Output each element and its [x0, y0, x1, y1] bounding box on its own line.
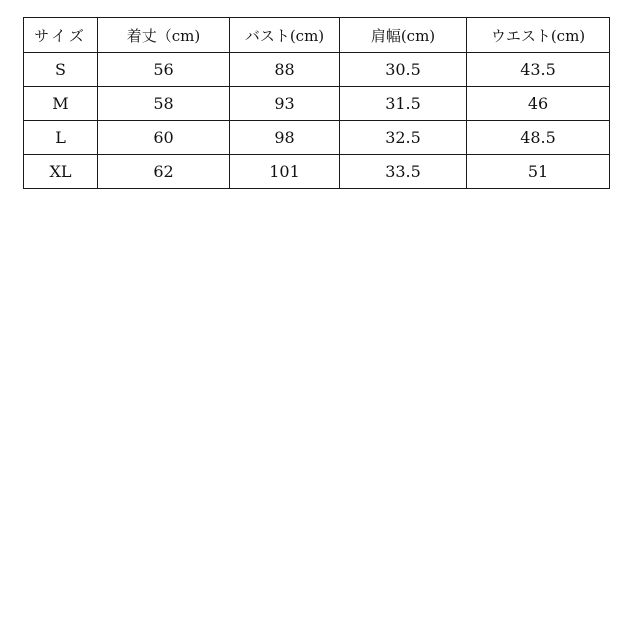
cell-bust: 101: [230, 155, 340, 189]
cell-waist: 48.5: [467, 121, 610, 155]
cell-shoulder-width: 33.5: [340, 155, 467, 189]
cell-size: S: [24, 53, 98, 87]
cell-bust: 88: [230, 53, 340, 87]
header-shoulder-width: 肩幅(cm): [340, 18, 467, 53]
table-row: [24, 53, 610, 87]
cell-shoulder-width: 30.5: [340, 53, 467, 87]
header-waist: ウエスト(cm): [467, 18, 610, 53]
header-size: サイズ: [24, 18, 98, 53]
cell-bust: 98: [230, 121, 340, 155]
cell-size: M: [24, 87, 98, 121]
table-row: [24, 87, 610, 121]
cell-waist: 51: [467, 155, 610, 189]
cell-waist: 46: [467, 87, 610, 121]
cell-bust: 93: [230, 87, 340, 121]
cell-shoulder-width: 31.5: [340, 87, 467, 121]
header-bust: バスト(cm): [230, 18, 340, 53]
cell-size: L: [24, 121, 98, 155]
table-header-row: [24, 18, 610, 53]
cell-length: 62: [98, 155, 230, 189]
header-length: 着丈（cm): [98, 18, 230, 53]
cell-shoulder-width: 32.5: [340, 121, 467, 155]
cell-length: 56: [98, 53, 230, 87]
cell-length: 58: [98, 87, 230, 121]
cell-size: XL: [24, 155, 98, 189]
size-chart-table: [23, 17, 610, 189]
cell-length: 60: [98, 121, 230, 155]
cell-waist: 43.5: [467, 53, 610, 87]
table-row: [24, 155, 610, 189]
table-row: [24, 121, 610, 155]
